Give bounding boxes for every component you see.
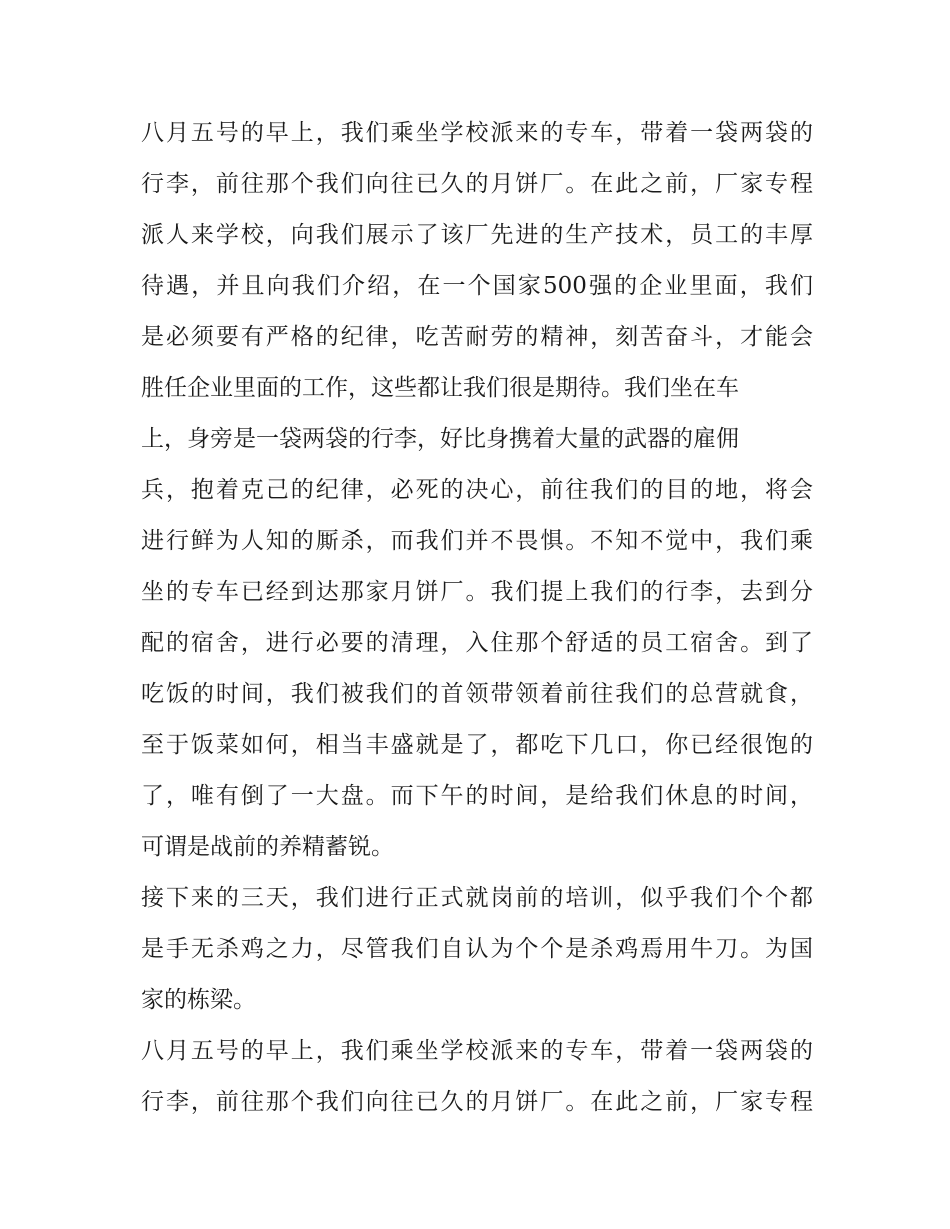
text-line: 进行鲜为人知的厮杀，而我们并不畏惧。不知不觉中，我们乘: [141, 528, 813, 554]
body-text: [141, 108, 813, 1128]
text-line: 至于饭菜如何，相当丰盛就是了，都吃下几口，你已经很饱的: [141, 732, 813, 758]
text-line: 行李，前往那个我们向往已久的月饼厂。在此之前，厂家专程: [141, 1089, 813, 1115]
text-line: 是手无杀鸡之力，尽管我们自认为个个是杀鸡焉用牛刀。为国: [141, 936, 813, 962]
text-line: 兵，抱着克己的纪律，必死的决心，前往我们的目的地，将会: [141, 477, 813, 503]
text-line: 上，身旁是一袋两袋的行李，好比身携着大量的武器的雇佣: [141, 426, 739, 452]
text-line: 家的栋梁。: [141, 987, 256, 1013]
text-line: 可谓是战前的养精蓄锐。: [141, 834, 394, 860]
text-line: 行李，前往那个我们向往已久的月饼厂。在此之前，厂家专程: [141, 171, 813, 197]
text-line: 待遇，并且向我们介绍，在一个国家500强的企业里面，我们: [141, 273, 813, 299]
text-line: 胜任企业里面的工作，这些都让我们很是期待。我们坐在车: [141, 375, 739, 401]
text-line: 吃饭的时间，我们被我们的首领带领着前往我们的总营就食，: [141, 681, 813, 707]
text-line: 八月五号的早上，我们乘坐学校派来的专车，带着一袋两袋的: [141, 120, 813, 146]
text-line: 了，唯有倒了一大盘。而下午的时间，是给我们休息的时间，: [141, 783, 813, 809]
text-line: 派人来学校，向我们展示了该厂先进的生产技术，员工的丰厚: [141, 222, 813, 248]
text-line: 接下来的三天，我们进行正式就岗前的培训，似乎我们个个都: [141, 885, 813, 911]
text-line: 坐的专车已经到达那家月饼厂。我们提上我们的行李，去到分: [141, 579, 813, 605]
text-line: 八月五号的早上，我们乘坐学校派来的专车，带着一袋两袋的: [141, 1038, 813, 1064]
text-line: 是必须要有严格的纪律，吃苦耐劳的精神，刻苦奋斗，才能会: [141, 324, 813, 350]
text-line: 配的宿舍，进行必要的清理，入住那个舒适的员工宿舍。到了: [141, 630, 813, 656]
